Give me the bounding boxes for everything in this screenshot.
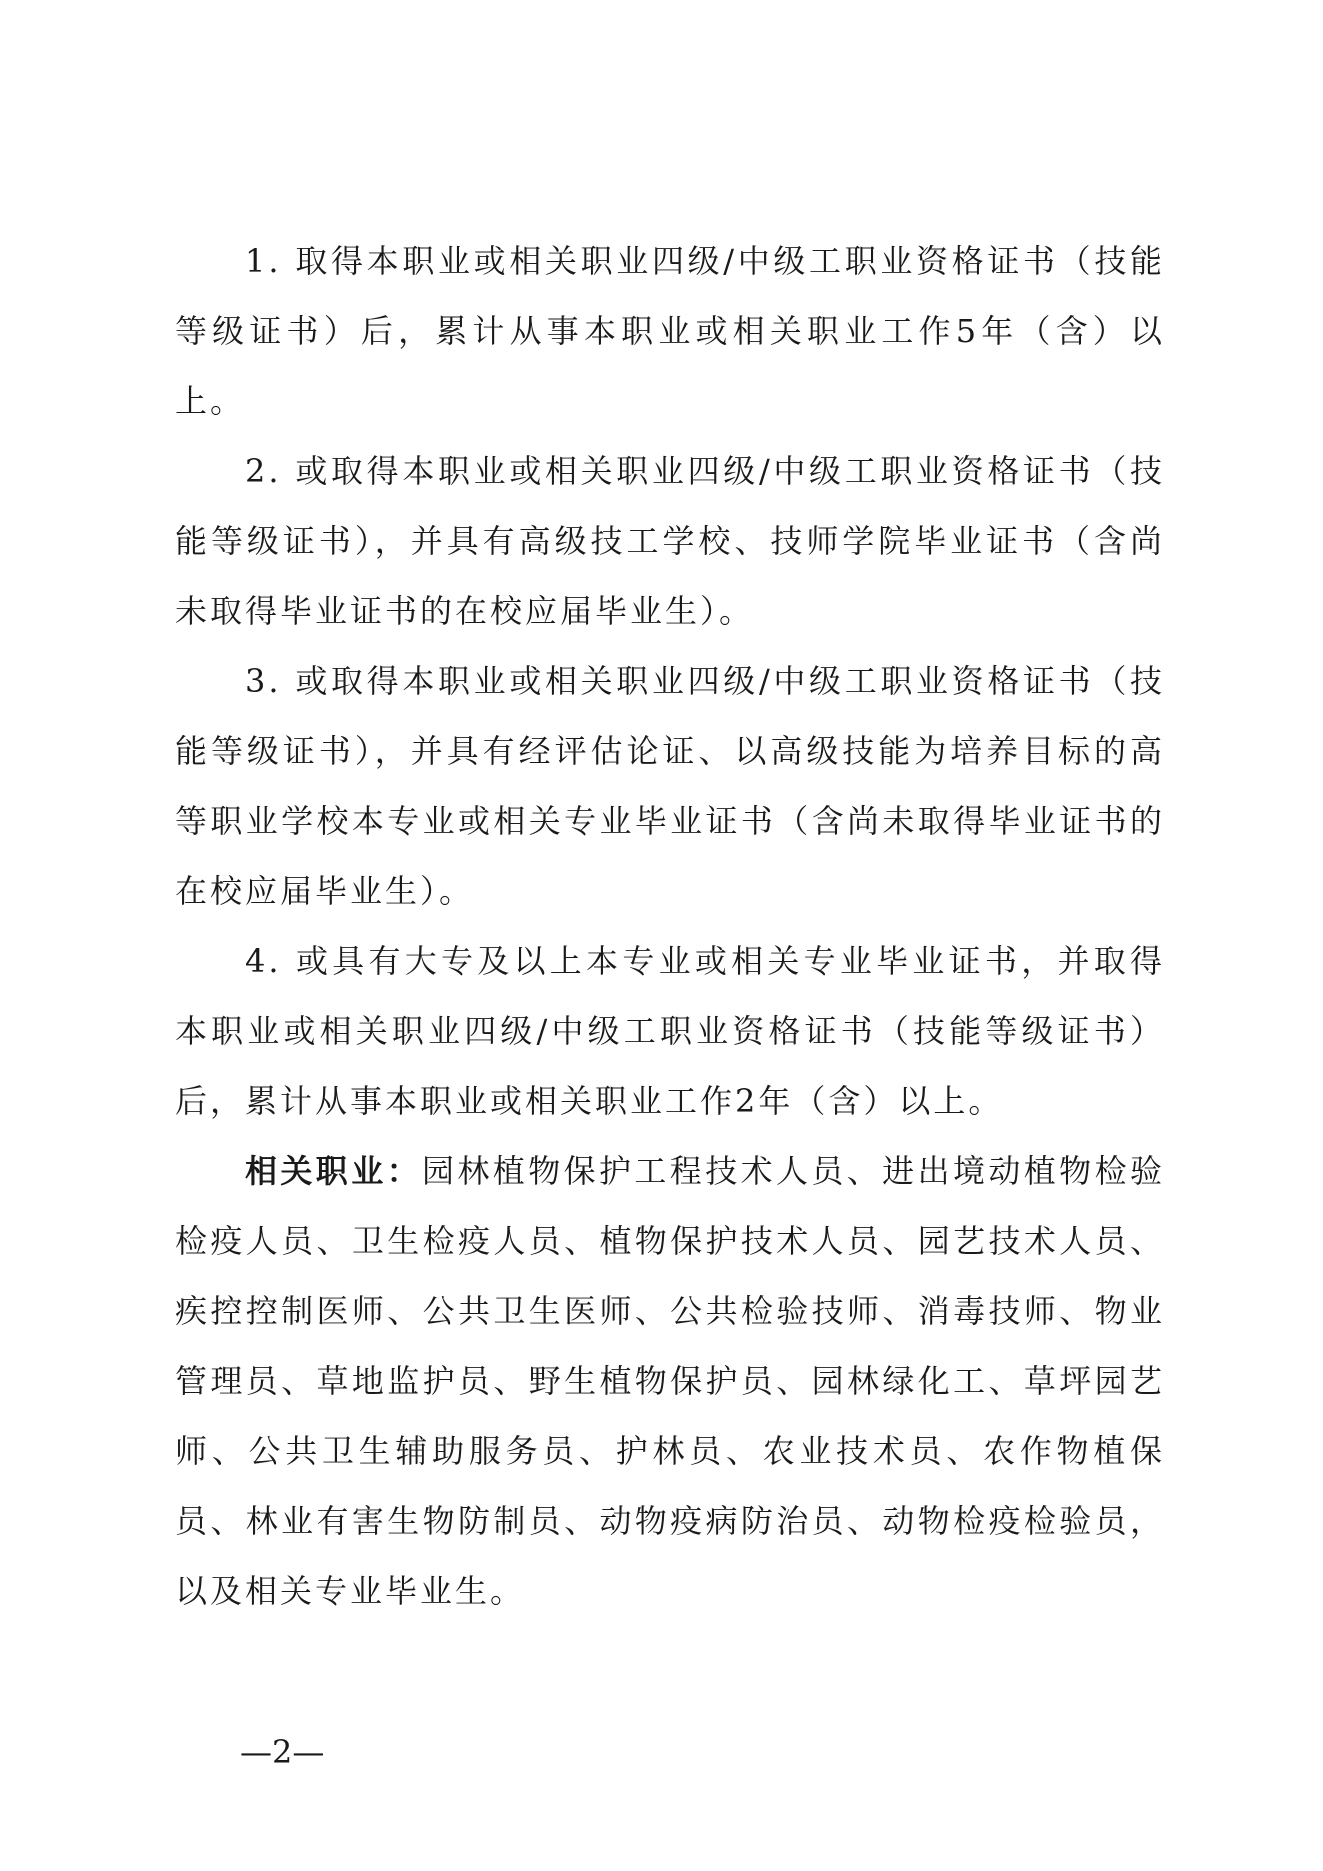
related-occupations-text: 园林植物保护工程技术人员、进出境动植物检验检疫人员、卫生检疫人员、植物保护技术人员、园艺技术人员、疾控控制医师、公共卫生医师、公共检验技师、消毒技师、物业管理员、草地监护员、野生植物保护员、园林绿化工、草坪园艺师、公共卫生辅助服务员、护林员、农业技术员、农作物植保员、林业有害生物防制员、动物疫病防治员、动物检疫检验员，以及相关专业毕业生。 xyxy=(175,1152,1165,1610)
requirement-paragraph-4: 4. 或具有大专及以上本专业或相关专业毕业证书，并取得本职业或相关职业四级/中级工职业资格证书（技能等级证书）后，累计从事本职业或相关职业工作2年（含）以上。 xyxy=(175,942,1165,1120)
related-occupations-paragraph xyxy=(175,1136,1165,1626)
document-body xyxy=(175,226,1165,1626)
requirement-paragraph-1: 1. 取得本职业或相关职业四级/中级工职业资格证书（技能等级证书）后，累计从事本职业或相关职业工作5年（含）以上。 xyxy=(175,242,1165,420)
page-number: —2— xyxy=(240,1733,325,1771)
related-occupations-label: 相关职业： xyxy=(245,1152,422,1190)
requirement-paragraph-3: 3. 或取得本职业或相关职业四级/中级工职业资格证书（技能等级证书），并具有经评估论证、以高级技能为培养目标的高等职业学校本专业或相关专业毕业证书（含尚未取得毕业证书的在校应届毕业生）。 xyxy=(175,662,1165,910)
requirement-paragraph-2: 2. 或取得本职业或相关职业四级/中级工职业资格证书（技能等级证书），并具有高级技工学校、技师学院毕业证书（含尚未取得毕业证书的在校应届毕业生）。 xyxy=(175,452,1165,630)
